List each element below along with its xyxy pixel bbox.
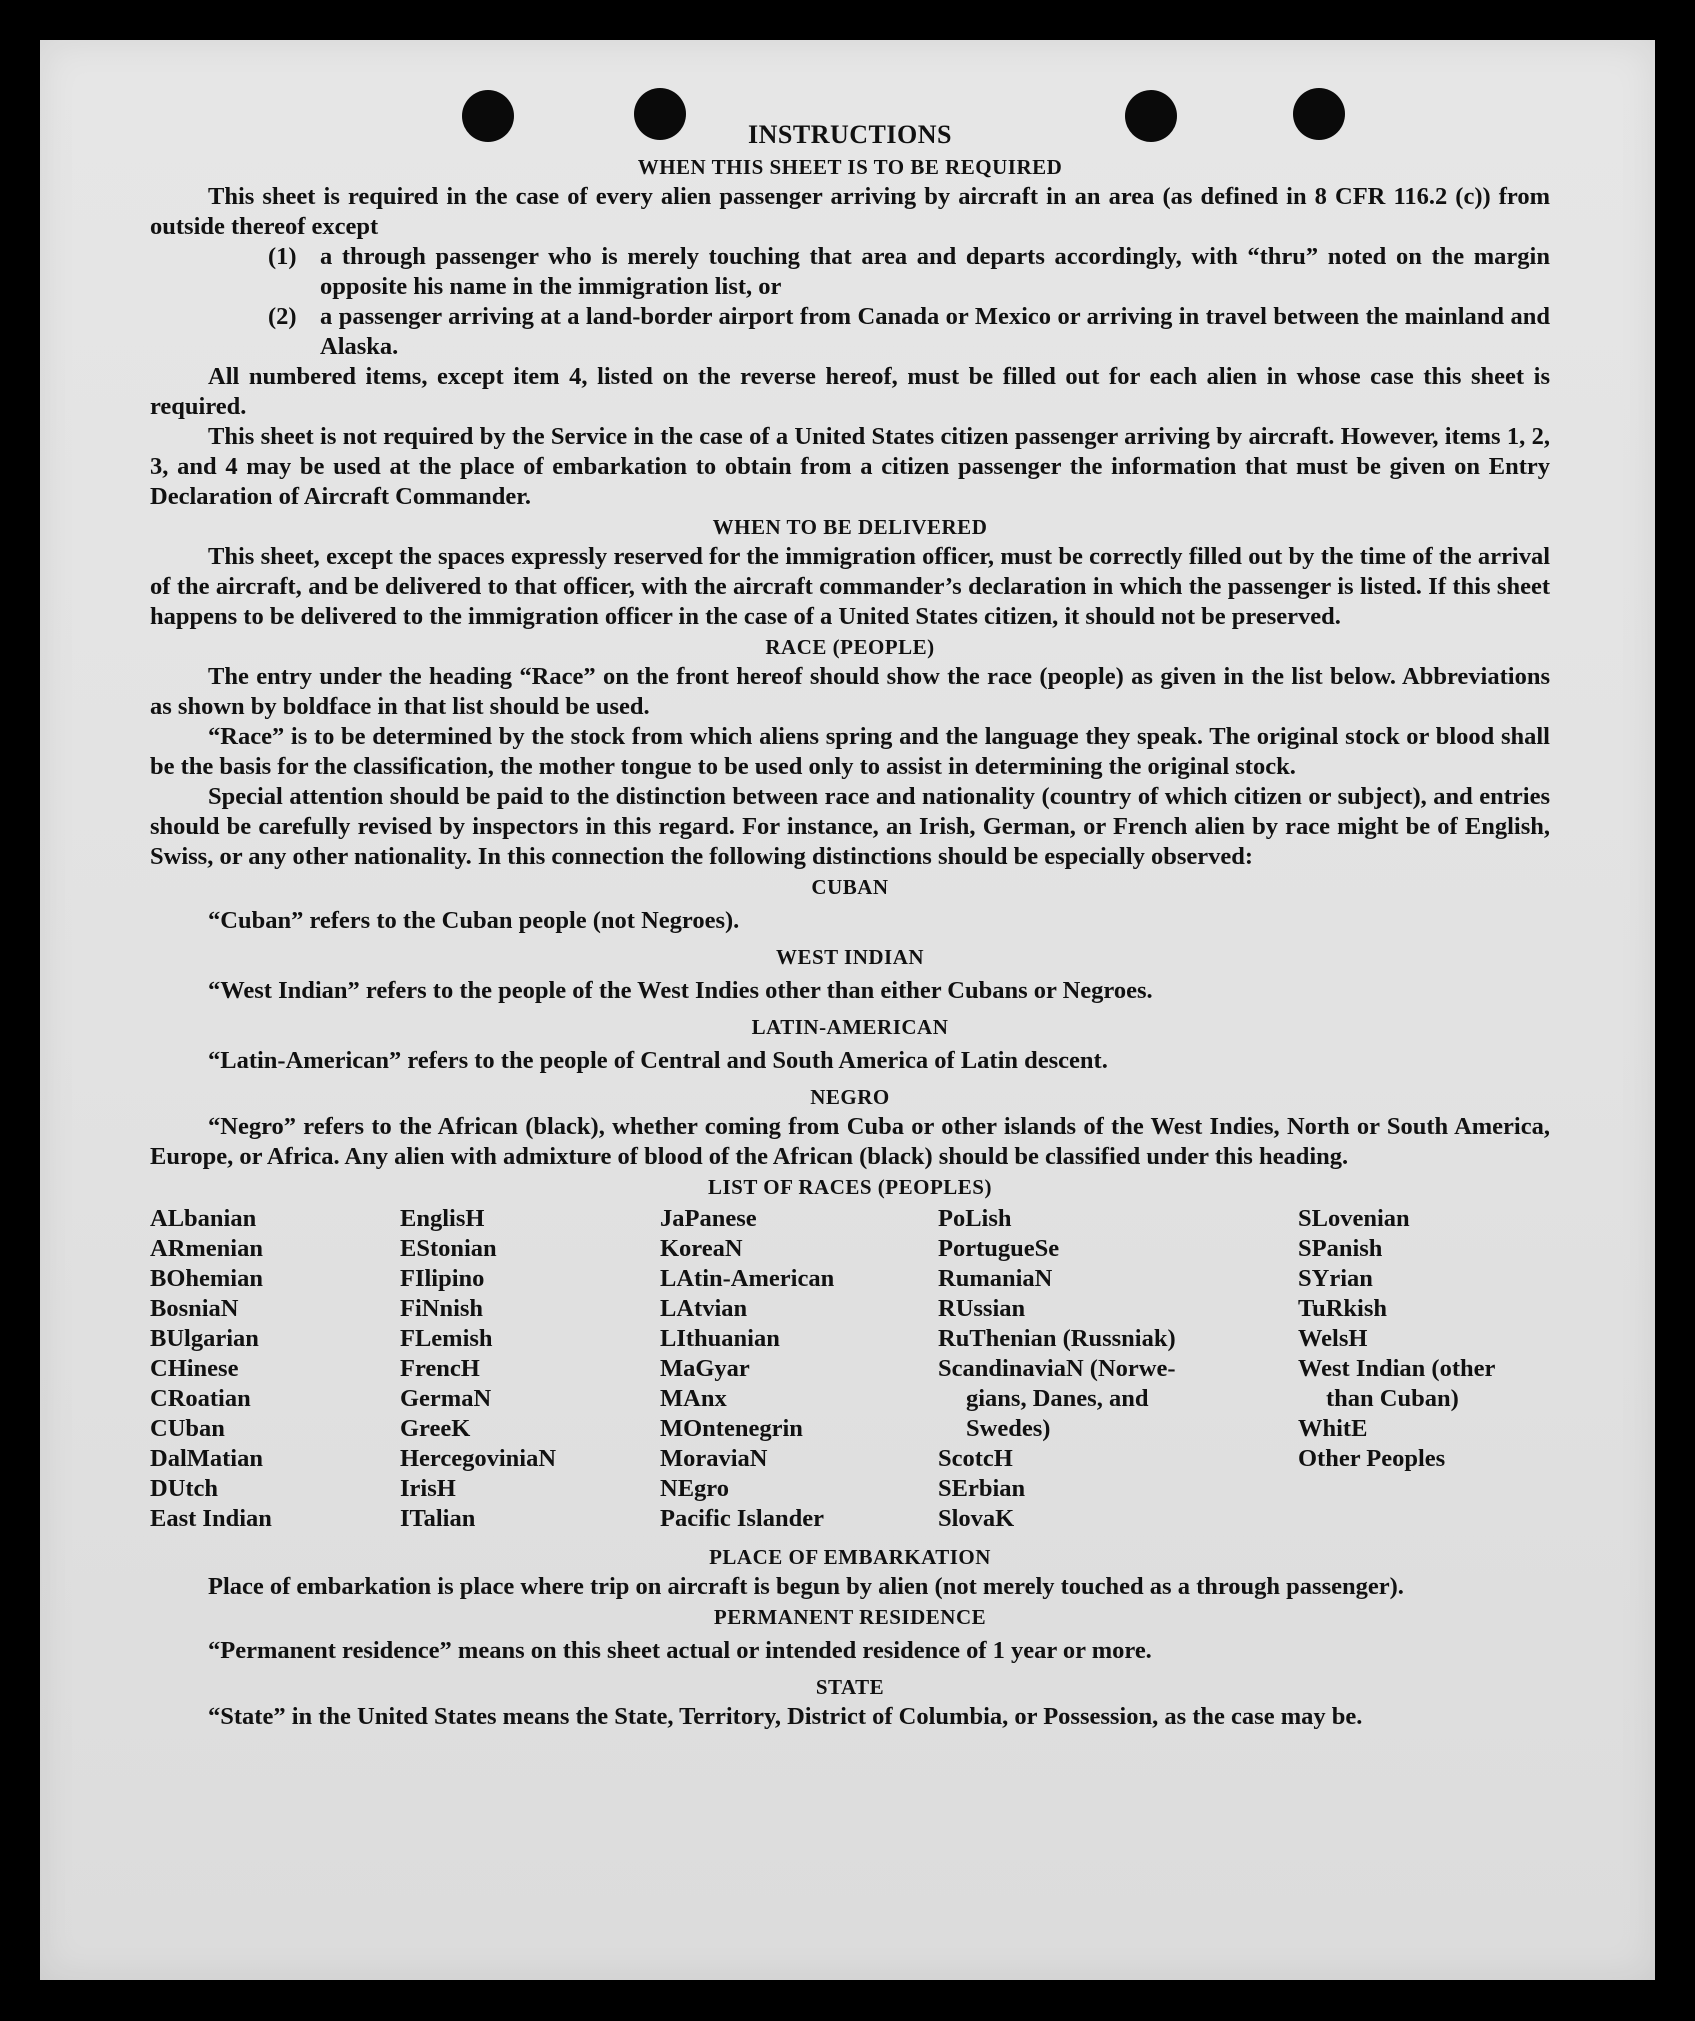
race-entry: EnglisH bbox=[400, 1205, 485, 1232]
race-entry: PoLish bbox=[938, 1205, 1012, 1232]
exception-list bbox=[268, 242, 1550, 362]
race-entry: Other Peoples bbox=[1298, 1445, 1446, 1472]
race-entry: BosniaN bbox=[150, 1295, 239, 1322]
race-entry: ITalian bbox=[400, 1505, 476, 1532]
exception-item bbox=[268, 302, 1550, 362]
race-entry: CUban bbox=[150, 1415, 225, 1442]
race-entry: HercegoviniaN bbox=[400, 1445, 557, 1472]
race-entry: KoreaN bbox=[660, 1235, 743, 1262]
race-entry: LAtin-American bbox=[660, 1265, 835, 1292]
race-list bbox=[150, 1204, 1550, 1534]
race-entry: TuRkish bbox=[1298, 1295, 1388, 1322]
section-heading-cuban: CUBAN bbox=[811, 875, 889, 899]
section-heading-residence: PERMANENT RESIDENCE bbox=[713, 1605, 987, 1629]
paragraph: This sheet is required in the case of every alien passenger arriving by aircraft in an area (as defined in 8 CFR 116.2 (c)) from outside thereof except bbox=[150, 183, 1550, 240]
race-entry: GermaN bbox=[400, 1385, 492, 1412]
exception-item bbox=[268, 242, 1550, 302]
race-entry: BOhemian bbox=[150, 1265, 263, 1292]
paragraph: The entry under the heading “Race” on the front hereof should show the race (people) as given in the list below. Abbreviations as shown by boldface in that list should be used. bbox=[150, 663, 1550, 720]
race-entry: SYrian bbox=[1298, 1265, 1373, 1292]
section-heading-list-of-races: LIST OF RACES (PEOPLES) bbox=[708, 1175, 992, 1199]
race-column bbox=[150, 1204, 400, 1534]
page-title: INSTRUCTIONS bbox=[748, 120, 952, 149]
instructions-content bbox=[150, 118, 1550, 1732]
race-entry: MoraviaN bbox=[660, 1445, 768, 1472]
race-entry: RumaniaN bbox=[938, 1265, 1053, 1292]
exception-text: a through passenger who is merely touching that area and departs accordingly, with “thru” noted on the margin opposite his name in the immigration list, or bbox=[320, 243, 1550, 300]
definition-text: “Permanent residence” means on this sheet actual or intended residence of 1 year or more. bbox=[208, 1637, 1152, 1664]
race-entry: WelsH bbox=[1298, 1325, 1368, 1352]
race-entry: FIlipino bbox=[400, 1265, 485, 1292]
race-column bbox=[1298, 1204, 1550, 1534]
exception-number: (2) bbox=[268, 303, 297, 330]
race-entry: ScandinaviaN (Norwe- bbox=[938, 1355, 1176, 1382]
race-entry: WhitE bbox=[1298, 1415, 1368, 1442]
section-heading-state: STATE bbox=[815, 1675, 885, 1699]
paragraph: All numbered items, except item 4, listed on the reverse hereof, must be filled out for each alien in whose case this sheet is required. bbox=[150, 363, 1550, 420]
race-column bbox=[660, 1204, 938, 1534]
race-entry: RUssian bbox=[938, 1295, 1026, 1322]
race-entry: EStonian bbox=[400, 1235, 497, 1262]
section-heading-west-indian: WEST INDIAN bbox=[775, 945, 925, 969]
race-entry: SErbian bbox=[938, 1475, 1026, 1502]
race-entry: MAnx bbox=[660, 1385, 727, 1412]
race-entry: CHinese bbox=[150, 1355, 239, 1382]
exception-number: (1) bbox=[268, 243, 297, 270]
exception-text: a passenger arriving at a land-border airport from Canada or Mexico or arriving in travel between the mainland and Alaska. bbox=[320, 303, 1550, 360]
race-entry: CRoatian bbox=[150, 1385, 251, 1412]
paragraph: This sheet is not required by the Service in the case of a United States citizen passenger arriving by aircraft. However, items 1, 2, 3, and 4 may be used at the place of embarkation to obtain from a citizen passenger the information that must be given on Entry Declaration of Aircraft Commander. bbox=[150, 423, 1550, 510]
race-entry: SlovaK bbox=[938, 1505, 1015, 1532]
race-entry: PortugueSe bbox=[938, 1235, 1060, 1262]
race-entry: SPanish bbox=[1298, 1235, 1383, 1262]
race-column bbox=[400, 1204, 660, 1534]
definition-text: “West Indian” refers to the people of the West Indies other than either Cubans or Negroes. bbox=[208, 977, 1153, 1004]
race-entry: GreeK bbox=[400, 1415, 471, 1442]
section-heading-embarkation: PLACE OF EMBARKATION bbox=[709, 1545, 991, 1569]
race-entry: ScotcH bbox=[938, 1445, 1013, 1472]
race-entry: FLemish bbox=[400, 1325, 493, 1352]
definition-text: “Negro” refers to the African (black), whether coming from Cuba or other islands of the West Indies, North or South America, Europe, or Africa. Any alien with admixture of blood of the African (black) should be classified under this heading. bbox=[150, 1113, 1550, 1170]
race-entry: Pacific Islander bbox=[660, 1505, 824, 1532]
section-heading-delivered: WHEN TO BE DELIVERED bbox=[712, 515, 988, 539]
paragraph: This sheet, except the spaces expressly reserved for the immigration officer, must be correctly filled out by the time of the arrival of the aircraft, and be delivered to that officer, with the aircraft commander’s declaration in which the passenger is listed. If this sheet happens to be delivered to the immigration officer in the case of a United States citizen, it should not be preserved. bbox=[150, 543, 1550, 630]
race-entry: SLovenian bbox=[1298, 1205, 1410, 1232]
race-entry: ALbanian bbox=[150, 1205, 257, 1232]
race-entry: Swedes) bbox=[966, 1415, 1051, 1442]
paragraph: Special attention should be paid to the distinction between race and nationality (country of which citizen or subject), and entries should be carefully revised by inspectors in this regard. For instance, an Irish, German, or French alien by race might be of English, Swiss, or any other nationality. In this connection the following distinctions should be especially observed: bbox=[150, 783, 1550, 870]
race-entry: JaPanese bbox=[660, 1205, 757, 1232]
race-entry: LAtvian bbox=[660, 1295, 748, 1322]
race-entry: BUlgarian bbox=[150, 1325, 259, 1352]
race-entry: than Cuban) bbox=[1326, 1385, 1459, 1412]
race-entry: NEgro bbox=[660, 1475, 729, 1502]
race-entry: West Indian (other bbox=[1298, 1355, 1496, 1382]
race-entry: IrisH bbox=[400, 1475, 456, 1502]
race-entry: ARmenian bbox=[150, 1235, 263, 1262]
section-heading-latin-american: LATIN-AMERICAN bbox=[751, 1015, 949, 1039]
definition-text: “State” in the United States means the State, Territory, District of Columbia, or Possession, as the case may be. bbox=[208, 1703, 1363, 1730]
race-entry: FrencH bbox=[400, 1355, 480, 1382]
race-column bbox=[938, 1204, 1298, 1534]
paragraph: “Race” is to be determined by the stock from which aliens spring and the language they speak. The original stock or blood shall be the basis for the classification, the mother tongue to be used only to assist in determining the original stock. bbox=[150, 723, 1550, 780]
race-entry: FiNnish bbox=[400, 1295, 484, 1322]
race-entry: RuThenian (Russniak) bbox=[938, 1325, 1176, 1352]
race-entry: MOntenegrin bbox=[660, 1415, 803, 1442]
race-entry: DalMatian bbox=[150, 1445, 263, 1472]
definition-text: “Cuban” refers to the Cuban people (not Negroes). bbox=[208, 907, 740, 934]
race-entry: LIthuanian bbox=[660, 1325, 780, 1352]
document-sheet bbox=[40, 40, 1655, 1980]
definition-text: Place of embarkation is place where trip on aircraft is begun by alien (not merely touched as a through passenger). bbox=[208, 1573, 1404, 1600]
race-entry: MaGyar bbox=[660, 1355, 750, 1382]
section-heading-required: WHEN THIS SHEET IS TO BE REQUIRED bbox=[637, 155, 1063, 179]
race-entry: gians, Danes, and bbox=[966, 1385, 1149, 1412]
race-entry: DUtch bbox=[150, 1475, 219, 1502]
section-heading-negro: NEGRO bbox=[810, 1085, 890, 1109]
definition-text: “Latin-American” refers to the people of Central and South America of Latin descent. bbox=[208, 1047, 1108, 1074]
race-entry: East Indian bbox=[150, 1505, 272, 1532]
section-heading-race: RACE (PEOPLE) bbox=[765, 635, 935, 659]
